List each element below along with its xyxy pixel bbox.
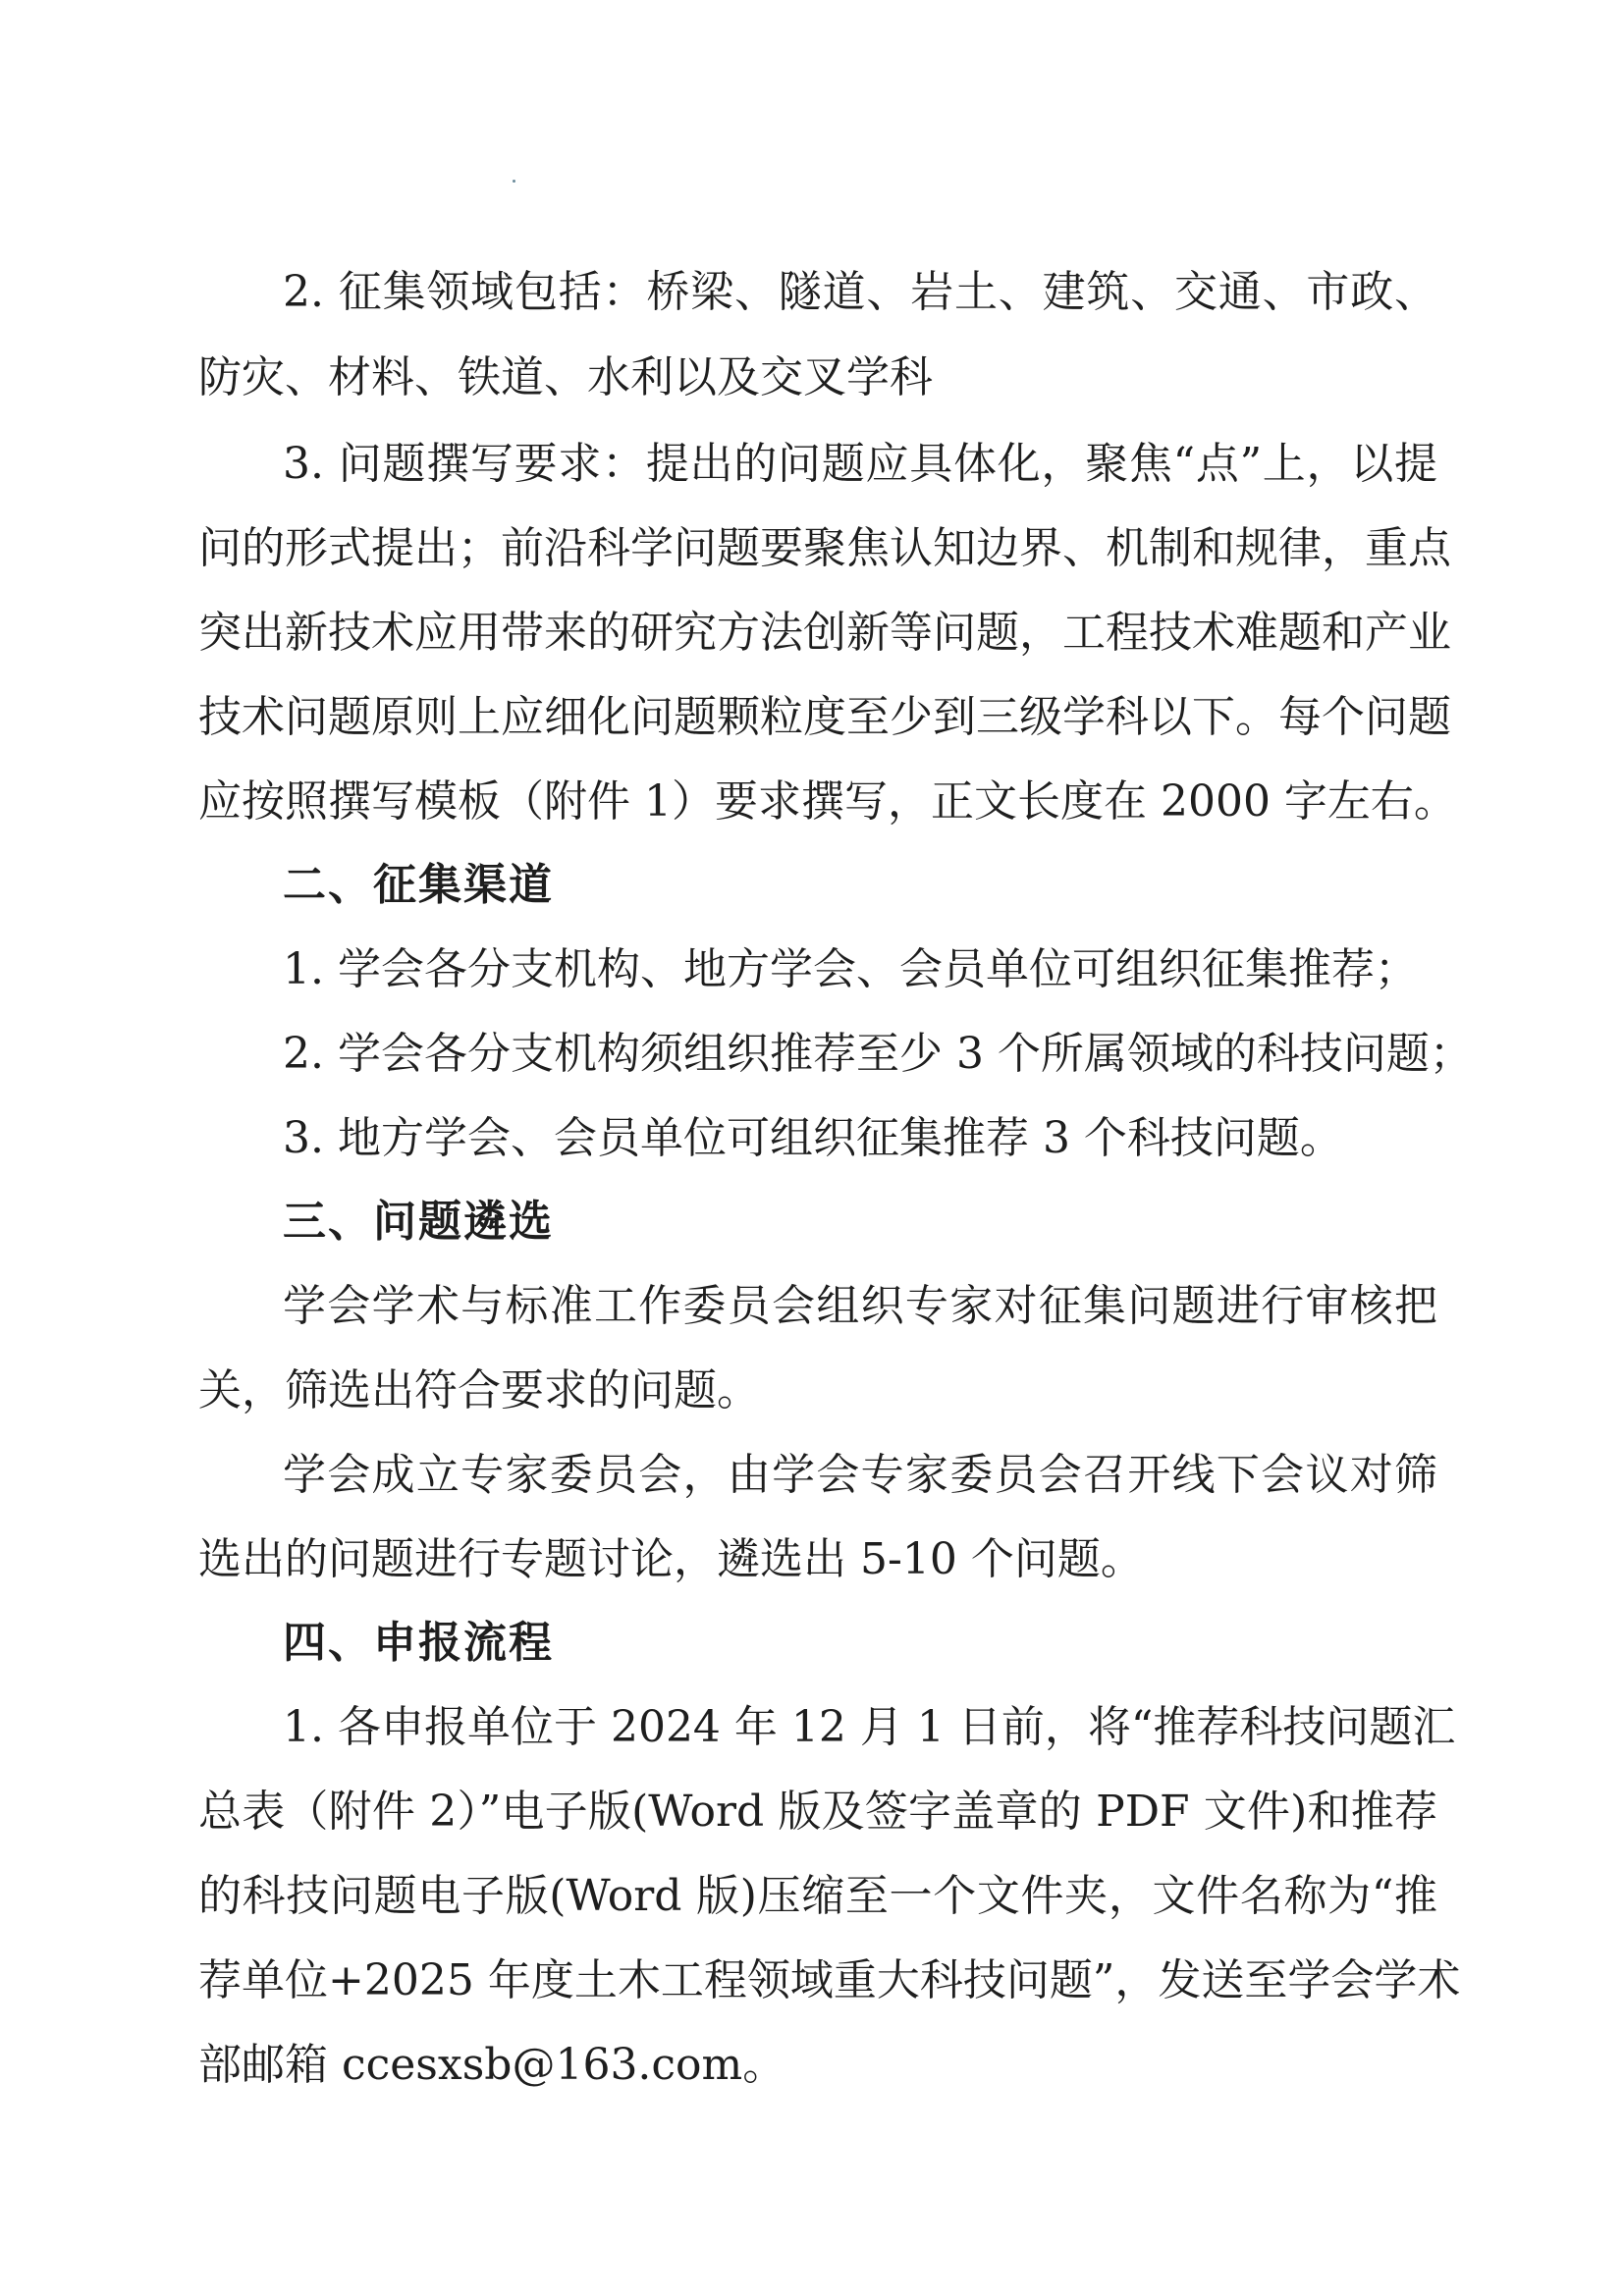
process-item1-line-2: 总表（附件 2）”电子版(Word 版及签字盖章的 PDF 文件)和推荐	[198, 1787, 1437, 1837]
selection-para2-line-2: 选出的问题进行专题讨论，遴选出 5-10 个问题。	[198, 1534, 1144, 1584]
selection-para1-line-2: 关，筛选出符合要求的问题。	[198, 1365, 760, 1415]
scan-speck	[513, 180, 515, 183]
section-heading-application-process: 四、申报流程	[283, 1618, 554, 1668]
process-item1-line-5: 部邮箱 ccesxsb@163.com。	[198, 2040, 786, 2090]
selection-para1-line-1: 学会学术与标准工作委员会组织专家对征集问题进行审核把	[283, 1281, 1437, 1331]
writing-requirements-line-4: 技术问题原则上应细化问题颗粒度至少到三级学科以下。每个问题	[198, 692, 1451, 742]
writing-requirements-line-1: 3. 问题撰写要求：提出的问题应具体化，聚焦“点”上，以提	[283, 439, 1437, 489]
channels-item-1: 1. 学会各分支机构、地方学会、会员单位可组织征集推荐；	[283, 944, 1418, 994]
process-item1-line-1: 1. 各申报单位于 2024 年 12 月 1 日前，将“推荐科技问题汇	[283, 1702, 1456, 1752]
field-scope-line-2: 防灾、材料、铁道、水利以及交叉学科	[198, 352, 933, 402]
channels-item-3: 3. 地方学会、会员单位可组织征集推荐 3 个科技问题。	[283, 1113, 1343, 1163]
writing-requirements-line-5: 应按照撰写模板（附件 1）要求撰写，正文长度在 2000 字左右。	[198, 776, 1457, 827]
writing-requirements-line-2: 问的形式提出；前沿科学问题要聚焦认知边界、机制和规律，重点	[198, 523, 1451, 573]
section-heading-channels: 二、征集渠道	[283, 860, 554, 910]
section-heading-selection: 三、问题遴选	[283, 1197, 554, 1247]
selection-para2-line-1: 学会成立专家委员会，由学会专家委员会召开线下会议对筛	[283, 1450, 1437, 1500]
field-scope-line-1: 2. 征集领域包括：桥梁、隧道、岩土、建筑、交通、市政、	[283, 267, 1437, 317]
process-item1-line-4: 荐单位+2025 年度土木工程领域重大科技问题”，发送至学会学术	[198, 1955, 1461, 2005]
writing-requirements-line-3: 突出新技术应用带来的研究方法创新等问题，工程技术难题和产业	[198, 608, 1451, 658]
process-item1-line-3: 的科技问题电子版(Word 版)压缩至一个文件夹，文件名称为“推	[198, 1871, 1437, 1921]
channels-item-2: 2. 学会各分支机构须组织推荐至少 3 个所属领域的科技问题；	[283, 1029, 1473, 1079]
